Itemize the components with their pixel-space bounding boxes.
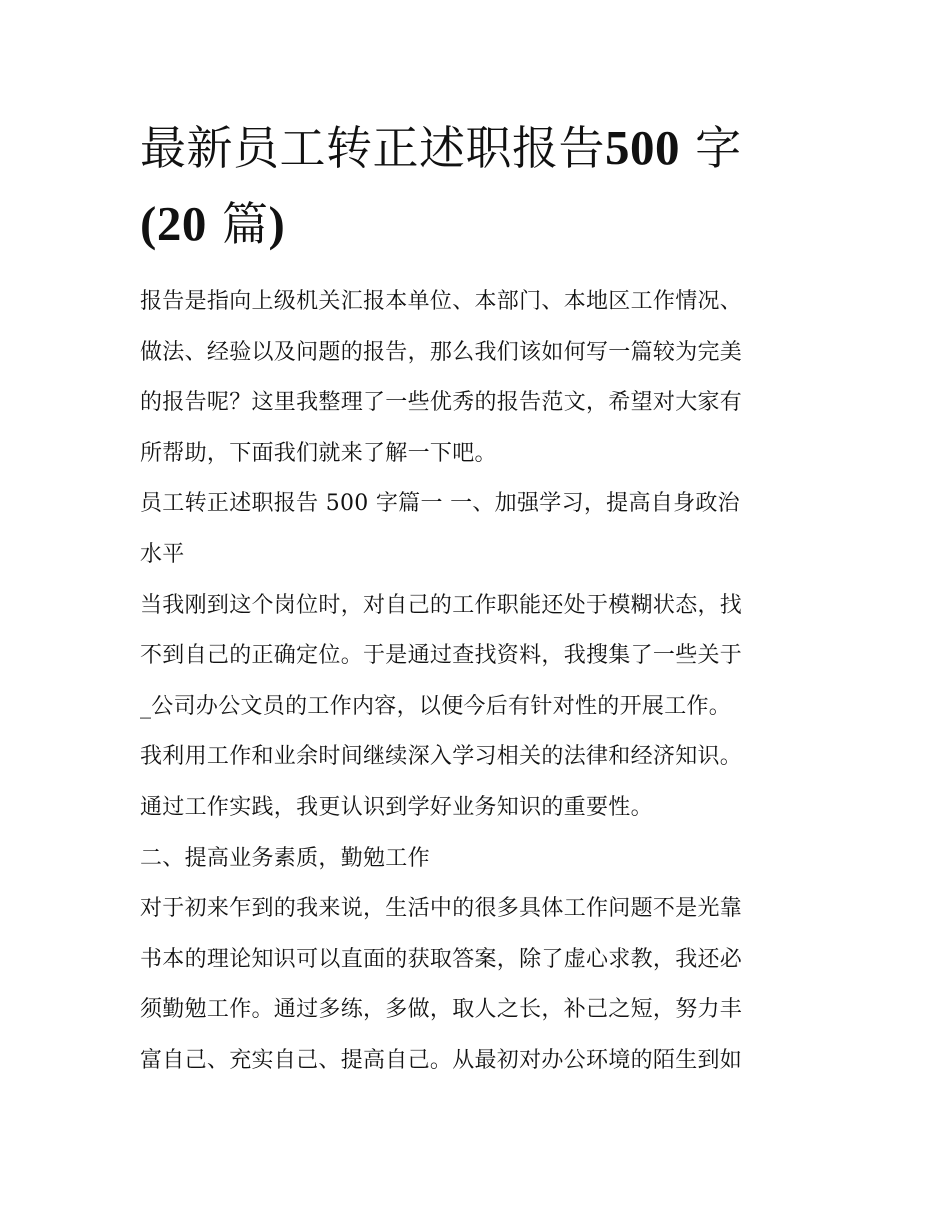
title-suffix: 字 <box>695 121 742 175</box>
section-heading-1 <box>140 479 815 580</box>
title-count-close: ) <box>268 196 286 251</box>
text-line: 所帮助，下面我们就来了解一下吧。 <box>140 440 497 466</box>
text-line: 富自己、充实自己、提高自己。从最初对办公环境的陌生到如 <box>140 1047 743 1073</box>
title-count-open: (20 <box>140 196 207 251</box>
text-line: 我利用工作和业余时间继续深入学习相关的法律和经济知识。 <box>140 744 743 770</box>
section-heading-2 <box>140 834 815 885</box>
body-paragraph-1 <box>140 581 815 834</box>
text-line: 水平 <box>140 541 185 567</box>
text-line: 对于初来乍到的我来说，生活中的很多具体工作问题不是光靠 <box>140 896 743 922</box>
text-line: 的报告呢？这里我整理了一些优秀的报告范文，希望对大家有 <box>140 390 743 416</box>
title-count-word: 篇 <box>221 197 269 251</box>
title-text: 最新员工转正述职报告 <box>140 121 605 175</box>
title-line-2 <box>140 186 815 262</box>
text-line: 当我刚到这个岗位时，对自己的工作职能还处于模糊状态，找 <box>140 592 743 618</box>
document-body <box>140 277 815 1087</box>
text-line: 须勤勉工作。通过多练，多做，取人之长，补己之短，努力丰 <box>140 997 743 1023</box>
text-line: _公司办公文员的工作内容，以便今后有针对性的开展工作。 <box>140 693 732 719</box>
document-title <box>140 110 815 262</box>
title-number: 500 <box>605 120 680 175</box>
text-line: 员工转正述职报告 500 字篇一 一、加强学习，提高自身政治 <box>140 491 740 517</box>
intro-paragraph <box>140 277 815 479</box>
document-page <box>140 110 815 1087</box>
text-line: 报告是指向上级机关汇报本单位、本部门、本地区工作情况、 <box>140 289 743 314</box>
title-line-1 <box>140 110 815 186</box>
text-line: 做法、经验以及问题的报告，那么我们该如何写一篇较为完美 <box>140 339 743 365</box>
text-line: 二、提高业务素质，勤勉工作 <box>140 845 430 871</box>
text-line: 不到自己的正确定位。于是通过查找资料，我搜集了一些关于 <box>140 643 743 669</box>
body-paragraph-2 <box>140 884 815 1086</box>
text-line: 通过工作实践，我更认识到学好业务知识的重要性。 <box>140 794 653 820</box>
text-line: 书本的理论知识可以直面的获取答案，除了虚心求教，我还必 <box>140 946 743 972</box>
